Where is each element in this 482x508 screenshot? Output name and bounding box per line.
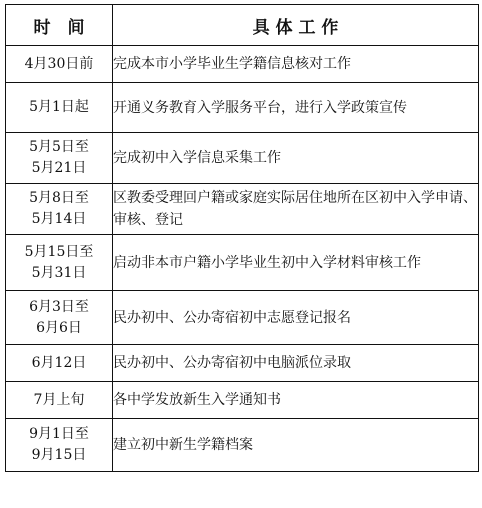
work-cell: 民办初中、公办寄宿初中志愿登记报名 bbox=[113, 291, 479, 345]
time-cell: 9月1日至 9月15日 bbox=[6, 419, 113, 472]
header-row bbox=[6, 5, 479, 46]
work-cell: 开通义务教育入学服务平台，进行入学政策宣传 bbox=[113, 83, 479, 133]
time-cell: 5月8日至 5月14日 bbox=[6, 184, 113, 235]
work-cell: 各中学发放新生入学通知书 bbox=[113, 382, 479, 419]
time-cell: 5月5日至 5月21日 bbox=[6, 133, 113, 184]
work-cell: 启动非本市户籍小学毕业生初中入学材料审核工作 bbox=[113, 235, 479, 291]
work-cell: 建立初中新生学籍档案 bbox=[113, 419, 479, 472]
time-cell: 5月1日起 bbox=[6, 83, 113, 133]
table-row bbox=[6, 345, 479, 382]
header-time: 时 间 bbox=[6, 5, 113, 46]
header-work: 具 体 工 作 bbox=[113, 5, 479, 46]
table-row bbox=[6, 184, 479, 235]
work-cell: 区教委受理回户籍或家庭实际居住地所在区初中入学申请、审核、登记 bbox=[113, 184, 479, 235]
time-cell: 7月上旬 bbox=[6, 382, 113, 419]
schedule-table bbox=[5, 4, 479, 472]
time-cell: 6月3日至 6月6日 bbox=[6, 291, 113, 345]
time-cell: 4月30日前 bbox=[6, 46, 113, 83]
work-cell: 完成初中入学信息采集工作 bbox=[113, 133, 479, 184]
table-row bbox=[6, 133, 479, 184]
time-cell: 5月15日至 5月31日 bbox=[6, 235, 113, 291]
table-row bbox=[6, 235, 479, 291]
table-row bbox=[6, 419, 479, 472]
table-row bbox=[6, 291, 479, 345]
table-row bbox=[6, 382, 479, 419]
work-cell: 民办初中、公办寄宿初中电脑派位录取 bbox=[113, 345, 479, 382]
work-cell: 完成本市小学毕业生学籍信息核对工作 bbox=[113, 46, 479, 83]
time-cell: 6月12日 bbox=[6, 345, 113, 382]
table-row bbox=[6, 83, 479, 133]
table-row bbox=[6, 46, 479, 83]
